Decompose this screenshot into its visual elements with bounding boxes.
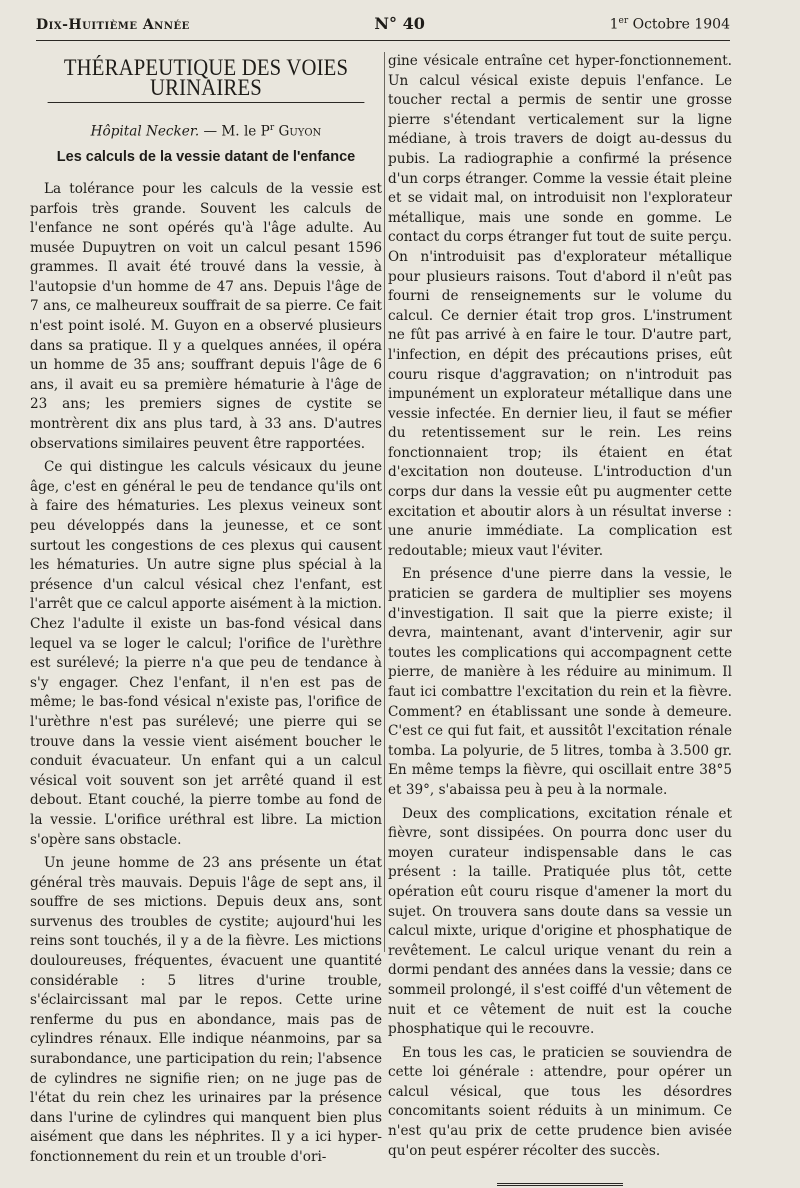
- byline-sup: r: [269, 123, 275, 134]
- header-date: [610, 16, 730, 33]
- header-issue-number: N° 40: [374, 14, 425, 33]
- byline-name: Guyon: [274, 123, 322, 140]
- paragraph: Ce qui distingue les calculs vésicaux du jeune âge, c'est en général le peu de tendance qu'ils ont à faire des hématuries. Les plexus veineux sont peu développés dans la jeunesse, et ce sont surtout les congestions de ces plexus qui causent les hématuries. Un autre signe plus spécial à la présence d'un calcul vésical chez l'enfant, est l'arrêt que ce calcul apporte aisément à la miction. Chez l'adulte il existe un bas-fond vésical dans lequel va se loger le calcul; l'orifice de l'urèthre est surélevé; la pierre n'a que peu de tendance à s'y engager. Chez l'enfant, il n'en est pas de même; le bas-fond vésical n'existe pas, l'orifice de l'urèthre n'est pas surélevé; une pierre qui se trouve dans la vessie vient aisément boucher le conduit évacuateur. Un enfant qui a un calcul vésical voit souvent son jet arrêté quand il est debout. Etant couché, la pierre tombe au fond de la vessie. L'orifice uréthral est libre. La miction s'opère sans obstacle.: [30, 459, 383, 848]
- paragraph: La tolérance pour les calculs de la vessie est parfois très grande. Souvent les calculs de l'enfance ne sont opérés qu'à l'âge adulte. Au musée Dupuytren on voit un calcul pesant 1596 grammes. Il avait été trouvé dans la vessie, à l'autopsie d'un homme de 47 ans. Depuis l'âge de 7 ans, ce malheureux souffrait de sa pierre. Ce fait n'est point isolé. M. Guyon en a observé plusieurs dans sa pratique. Il y a quelques années, il opéra un homme de 35 ans; souffrant depuis l'âge de 6 ans, il avait eu sa première hématurie à l'âge de 23 ans; les premiers signes de cystite se montrèrent dix ans plus tard, à 33 ans. D'autres observations similaires peuvent être rapportées.: [30, 180, 382, 452]
- paragraph: En tous les cas, le praticien se souviendra de cette loi générale : attendre, pour opérer un calcul vésical, que tous les désordres concomitants soient réduits à un minimum. Ce n'est qu'au prix de cette prudence bien avisée qu'on peut espérer récolter des succès.: [388, 1044, 732, 1159]
- header-date-rest: Octobre 1904: [628, 17, 730, 33]
- header-date-day: 1: [609, 17, 619, 33]
- running-header: [36, 14, 730, 36]
- paragraph: Un jeune homme de 23 ans présente un état général très mauvais. Depuis l'âge de sept ans, il souffre de ses mictions. Depuis deux ans, sont survenus des troubles de cystite; aujourd'hui les reins sont touchés, il y a de la fièvre. Les mictions douloureuses, fréquentes, évacuent une quantité considérable : 5 litres d'urine trouble, s'éclaircissant mal par le repos. Cette urine renferme du pus en abondance, mais pas de cylindres rénaux. Elle indique néanmoins, par sa surabondance, une participation du rein; l'absence de cylindres ne signifie rien; on ne juge pas de l'état du rein chez les urinaires par la présence dans l'urine de cylindres qui manquent bien plus aisément que dans les néphrites. Il y a ici hyper-fonctionnement du rein et un trouble d'ori-: [30, 855, 382, 1165]
- column-right: [388, 52, 732, 1188]
- header-rule: [36, 40, 730, 41]
- byline-sep: — M. le P: [199, 123, 270, 140]
- section-title: THÉRAPEUTIQUE DES VOIES URINAIRES: [48, 58, 365, 103]
- header-year: Dix-Huitième Année: [36, 17, 190, 33]
- byline: [30, 119, 382, 142]
- byline-hospital: Hôpital Necker.: [90, 123, 200, 140]
- paragraph: En présence d'une pierre dans la vessie, le praticien se gardera de multiplier ses moyens d'investigation. Il sait que la pierre existe; il devra, maintenant, avant d'intervenir, agir sur toutes les complications qui accompagnent cette pierre, de manière à les réduire au minimum. Il faut ici combattre l'excitation du rein et la fièvre. Comment? en établissant une sonde à demeure. C'est ce qui fut fait, et aussitôt l'excitation rénale tomba. La polyurie, de 5 litres, tomba à 3.500 gr. En même temps la fièvre, qui oscillait entre 38°5 et 39°, s'abaissa peu à peu à la normale.: [388, 566, 732, 798]
- header-date-sup: er: [618, 16, 629, 27]
- column-divider: [384, 52, 385, 952]
- paragraph: Deux des complications, excitation rénale et fièvre, sont dissipées. On pourra donc user du moyen curateur indispensable dans le cas présent : la taille. Pratiquée plus tôt, cette opération eût couru risque d'amener la mort du sujet. On trouvera sans doute dans sa vessie un calcul mixte, urique d'origine et phosphatique de revêtement. Le calcul urique venant du rein a dormi pendant des années dans la vessie; dans ce sommeil prolongé, il s'est coiffé d'un vêtement de nuit et ce vêtement de nuit est la couche phosphatique qui le recouvre.: [388, 805, 732, 1038]
- article-title: Les calculs de la vessie datant de l'enfance: [56, 149, 356, 166]
- article-end-rule: [497, 1183, 623, 1188]
- column-left: [30, 52, 382, 1172]
- paragraph: gine vésicale entraîne cet hyper-fonctionnement. Un calcul vésical existe depuis l'enfance. Le toucher rectal a permis de sentir une grosse pierre s'étendant verticalement sur la ligne médiane, à trois travers de doigt au-dessus du pubis. La radiographie a confirmé la présence d'un corps étranger. Comme la vessie était pleine et se vidait mal, on introduisit non l'explorateur métallique, mais une sonde en gomme. Le contact du corps étranger fut tout de suite perçu. On n'introduisit pas d'explorateur métallique pour plusieurs raisons. Tout d'abord il n'eût pas fourni de renseignements sur le volume du calcul. Ce dernier était trop gros. L'instrument ne fût pas arrivé à en faire le tour. D'autre part, l'infection, en dépit des précautions prises, eût couru risque d'aggravation; on n'introduit pas impunément un explorateur métallique dans une vessie infectée. En dernier lieu, il faut se méfier du retentissement sur le rein. Les reins fonctionnaient trop; ils étaient en état d'excitation non douteuse. L'introduction d'un corps dur dans la vessie eût pu augmenter cette excitation et aboutir alors à un résultat inverse : une anurie immédiate. La complication est redoutable; mieux vaut l'éviter.: [388, 53, 732, 559]
